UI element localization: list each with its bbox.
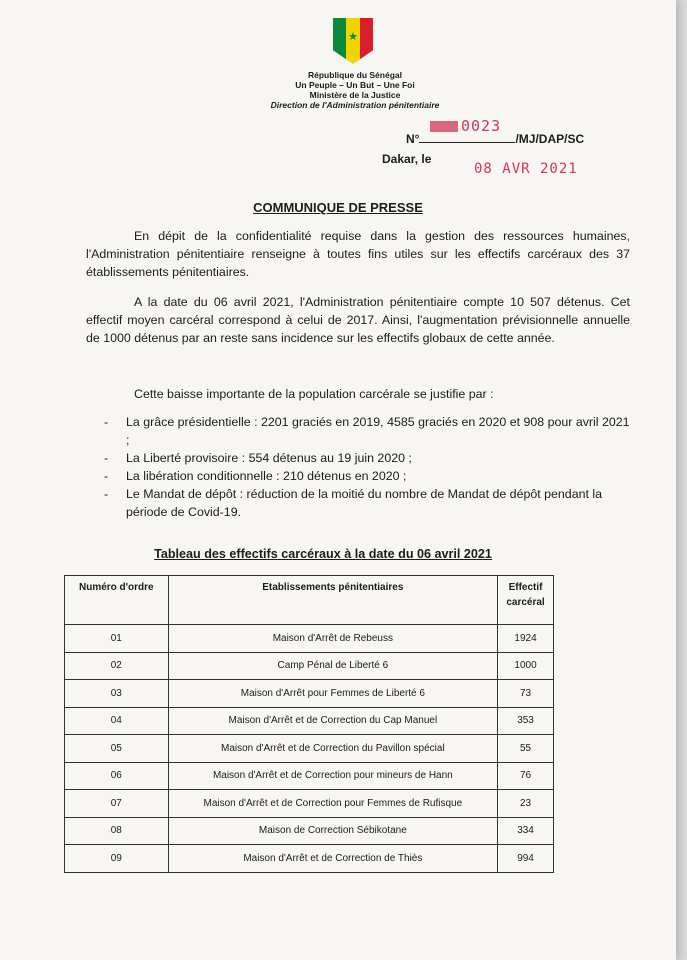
- prison-population-table: [64, 575, 554, 873]
- number-underline: [419, 142, 515, 143]
- cell-order: 03: [65, 680, 169, 708]
- cell-population: 994: [498, 845, 554, 873]
- cell-population: 334: [498, 817, 554, 845]
- table-row: [65, 735, 554, 763]
- cell-order: 07: [65, 790, 169, 818]
- cell-order: 06: [65, 762, 169, 790]
- reference-suffix: /MJ/DAP/SC: [515, 132, 585, 146]
- place-label: Dakar, le: [382, 152, 432, 166]
- table-header-row: [65, 576, 554, 625]
- cell-population: 76: [498, 762, 554, 790]
- table-row: [65, 762, 554, 790]
- document-title: COMMUNIQUE DE PRESSE: [253, 200, 423, 215]
- cell-population: 55: [498, 735, 554, 763]
- cell-establishment: Camp Pénal de Liberté 6: [168, 652, 497, 680]
- cell-order: 01: [65, 625, 169, 653]
- number-label: N°: [406, 132, 420, 146]
- cell-establishment: Maison d'Arrêt et de Correction du Cap Manuel: [168, 707, 497, 735]
- header-ministry: Ministère de la Justice: [309, 90, 401, 100]
- cell-population: 1000: [498, 652, 554, 680]
- senegal-flag-emblem-icon: [333, 18, 373, 64]
- cell-population: 73: [498, 680, 554, 708]
- table-row: [65, 790, 554, 818]
- table-row: [65, 625, 554, 653]
- date-stamp: 08 AVR 2021: [474, 161, 578, 177]
- header-motto: Un Peuple – Un But – Une Foi: [295, 80, 415, 90]
- justification-list: [104, 413, 634, 521]
- list-item: - La libération conditionnelle : 210 détenus en 2020 ;: [104, 467, 634, 485]
- cell-establishment: Maison d'Arrêt et de Correction pour Femmes de Rufisque: [168, 790, 497, 818]
- header-direction: Direction de l'Administration pénitentiaire: [270, 100, 440, 110]
- header-country: République du Sénégal: [308, 70, 402, 80]
- table-row: [65, 652, 554, 680]
- cell-establishment: Maison de Correction Sébikotane: [168, 817, 497, 845]
- cell-establishment: Maison d'Arrêt pour Femmes de Liberté 6: [168, 680, 497, 708]
- table-row: [65, 845, 554, 873]
- reference-number-stamp: 0023: [430, 117, 501, 135]
- paragraph-justification: Cette baisse importante de la population carcérale se justifie par :: [134, 387, 494, 401]
- list-item: - Le Mandat de dépôt : réduction de la moitié du nombre de Mandat de dépôt pendant la période de Covid-19.: [104, 485, 634, 521]
- column-header-order: Numéro d'ordre: [65, 576, 169, 625]
- paragraph-detainee-count: A la date du 06 avril 2021, l'Administration pénitentiaire compte 10 507 détenus. Cet effectif moyen carcéral correspond à celui de 2017. Ainsi, l'augmentation prévisionnelle annuelle de 1000 détenus par an reste sans incidence sur les effectifs globaux de cette année.: [86, 295, 630, 345]
- stamp-ink-blot: [430, 121, 458, 132]
- cell-order: 04: [65, 707, 169, 735]
- list-item: - La Liberté provisoire : 554 détenus au 19 juin 2020 ;: [104, 449, 634, 467]
- table-title: Tableau des effectifs carcéraux à la date du 06 avril 2021: [154, 547, 492, 561]
- cell-population: 353: [498, 707, 554, 735]
- cell-establishment: Maison d'Arrêt de Rebeuss: [168, 625, 497, 653]
- cell-order: 09: [65, 845, 169, 873]
- cell-order: 02: [65, 652, 169, 680]
- cell-population: 23: [498, 790, 554, 818]
- column-header-population: Effectif carcéral: [498, 576, 554, 625]
- cell-establishment: Maison d'Arrêt et de Correction pour mineurs de Hann: [168, 762, 497, 790]
- cell-establishment: Maison d'Arrêt et de Correction de Thiès: [168, 845, 497, 873]
- column-header-establishment: Etablissements pénitentiaires: [168, 576, 497, 625]
- cell-population: 1924: [498, 625, 554, 653]
- reference-number-line: [406, 132, 584, 146]
- cell-order: 05: [65, 735, 169, 763]
- paragraph-intro: En dépit de la confidentialité requise dans la gestion des ressources humaines, l'Administration pénitentiaire renseigne à toutes fins utiles sur les effectifs carcéraux des 37 établissements pénitentiaires.: [86, 229, 630, 279]
- table-row: [65, 680, 554, 708]
- cell-establishment: Maison d'Arrêt et de Correction du Pavillon spécial: [168, 735, 497, 763]
- cell-order: 08: [65, 817, 169, 845]
- list-item: - La grâce présidentielle : 2201 graciés en 2019, 4585 graciés en 2020 et 908 pour avril 2021 ;: [104, 413, 634, 449]
- table-row: [65, 817, 554, 845]
- table-row: [65, 707, 554, 735]
